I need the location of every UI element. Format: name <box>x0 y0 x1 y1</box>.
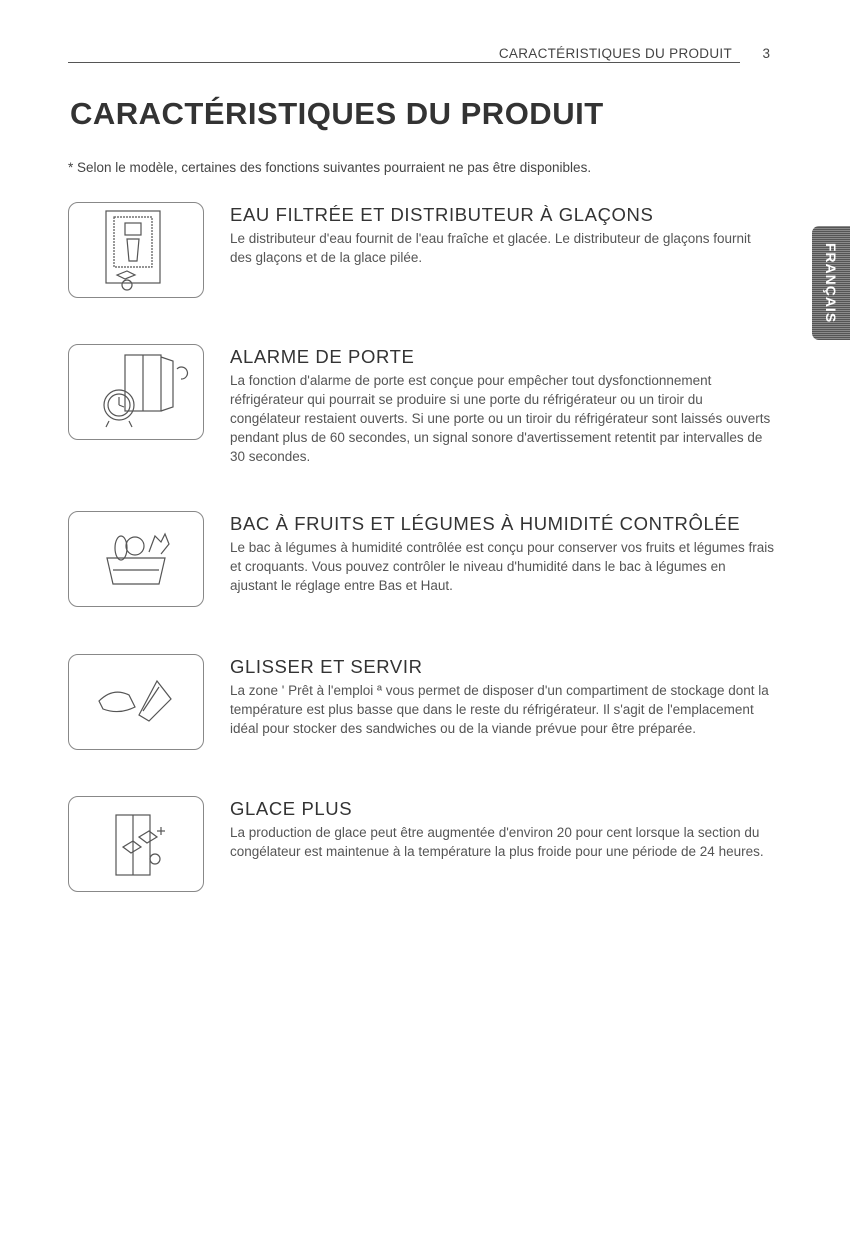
feature-icon-box <box>68 796 204 892</box>
feature-icon-box <box>68 654 204 750</box>
vegetable-crisper-icon <box>69 512 203 606</box>
side-tab-label: FRANÇAIS <box>823 242 839 324</box>
language-side-tab <box>812 226 850 340</box>
feature-title: ALARME DE PORTE <box>230 346 415 367</box>
page-title: CARACTÉRISTIQUES DU PRODUIT <box>70 96 604 131</box>
feature-icon-box <box>68 344 204 440</box>
feature-description: La production de glace peut être augmentée d'environ 20 pour cent lorsque la section du congélateur est maintenue à la température la plus froide pour une période de 24 heures. <box>230 825 764 859</box>
feature-description: Le bac à légumes à humidité contrôlée est conçu pour conserver vos fruits et légumes frais et croquants. Vous pouvez contrôler le niveau d'humidité dans le bac à légumes en ajustant le réglage entre Bas et Haut. <box>230 540 775 593</box>
feature-description: La fonction d'alarme de porte est conçue pour empêcher tout dysfonctionnement réfrigérateur qui pourrait se produire si une porte du réfrigérateur ou un tiroir du congélateur restaient ouverts. Si une porte ou un tiroir du réfrigérateur sont laissés ouverts pendant plus de 60 secondes, un signal sonore d'avertissement retentit par intervalles de 30 secondes. <box>230 373 771 464</box>
header-rule <box>68 62 740 63</box>
feature-icon-box <box>68 511 204 607</box>
door-alarm-icon <box>69 345 203 439</box>
feature-description: La zone ' Prêt à l'emploi ª vous permet de disposer d'un compartiment de stockage dont la température est plus basse que dans le reste du réfrigérateur. Il s'agit de l'emplacement idéal pour stocker des sandwiches ou de la viande prévue pour être préparée. <box>230 683 769 736</box>
feature-icon-box <box>68 202 204 298</box>
ice-plus-icon <box>69 797 203 891</box>
feature-title: GLACE PLUS <box>230 798 353 819</box>
water-ice-dispenser-icon <box>69 203 203 297</box>
feature-title: GLISSER ET SERVIR <box>230 656 423 677</box>
intro-note: * Selon le modèle, certaines des fonctions suivantes pourraient ne pas être disponibles. <box>68 160 592 175</box>
page-number: 3 <box>762 46 770 61</box>
sandwich-icon <box>69 655 203 749</box>
running-header-title: CARACTÉRISTIQUES DU PRODUIT <box>498 46 732 61</box>
running-header <box>68 46 780 62</box>
feature-description: Le distributeur d'eau fournit de l'eau fraîche et glacée. Le distributeur de glaçons fournit des glaçons et de la glace pilée. <box>230 231 751 265</box>
feature-title: EAU FILTRÉE ET DISTRIBUTEUR À GLAÇONS <box>230 204 654 225</box>
feature-title: BAC À FRUITS ET LÉGUMES À HUMIDITÉ CONTRÔLÉE <box>230 513 741 534</box>
